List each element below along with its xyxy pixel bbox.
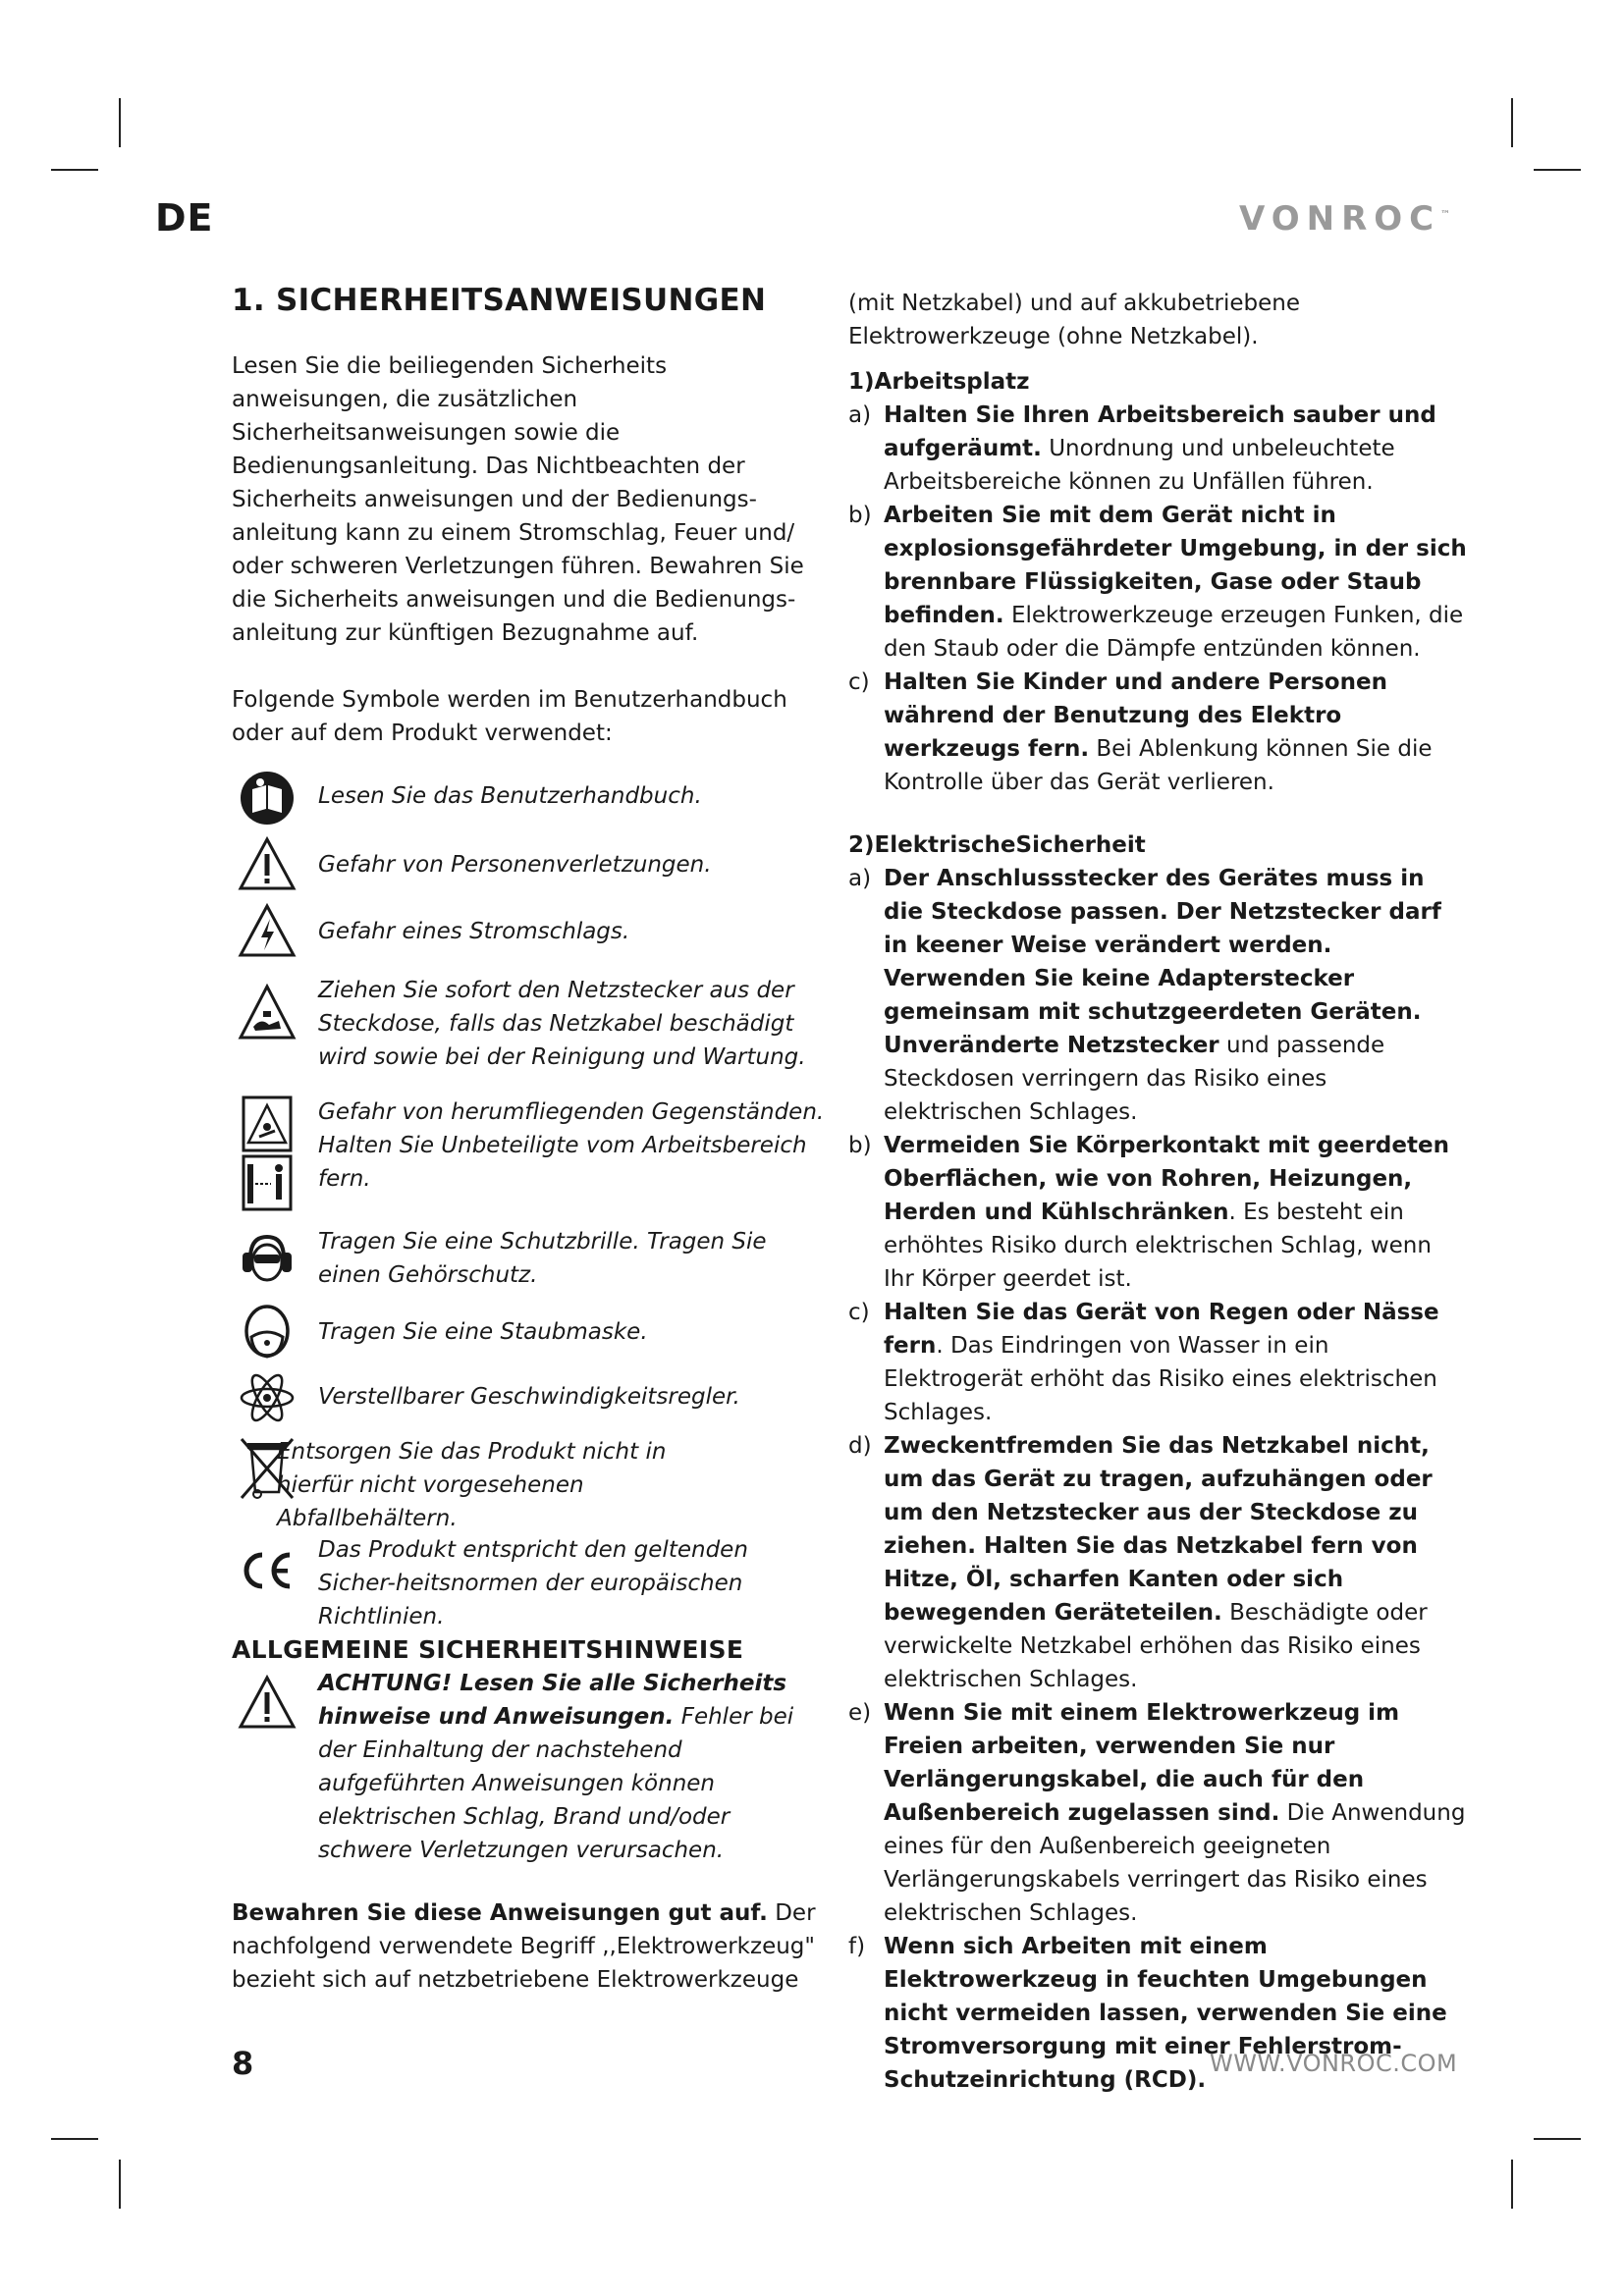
keep-body-text: Der nachfolgend verwendete Begriff ,,Elektrowerkzeug" bezieht sich auf netzbetriebene Elektrowerkzeuge <box>232 1900 816 1993</box>
symbol-row <box>232 1225 831 1300</box>
item-text: Die Anwendung eines für den Außenbereich geeigneten Verlängerungskabels verringert das Risiko eines elektrischen Schlages. <box>884 1800 1466 1926</box>
item-bold: Wenn Sie mit einem Elektrowerkzeug im Freien arbeiten, verwenden Sie nur Verlängerungskabel, die auch für den Außenbereich zugelassen sind. <box>884 1700 1400 1826</box>
unplug-icon <box>238 984 297 1042</box>
symbol-text: Gefahr von herumfliegenden Gegenständen. Halten Sie Unbeteiligte vom Arbeitsbereich fern. <box>318 1099 825 1192</box>
section-title-electrical: 2)ElektrischeSicherheit <box>848 832 1146 858</box>
symbol-row <box>232 1095 831 1217</box>
item-text: Unordnung und unbeleuchtete Arbeitsbereiche können zu Unfällen führen. <box>884 436 1395 495</box>
list-item <box>848 399 1467 499</box>
item-bold: Vermeiden Sie Körperkontakt mit geerdeten Oberflächen, wie von Rohren, Heizungen, Herden und Kühlschränken <box>884 1133 1449 1225</box>
crop-mark <box>51 2138 98 2140</box>
keep-instructions <box>232 1896 831 1997</box>
warning-bold-text: ACHTUNG! Lesen Sie alle Sicherheits hinweise und Anweisungen. <box>318 1671 787 1730</box>
item-text: . Das Eindringen von Wasser in ein Elektrogerät erhöht das Risiko eines elektrischen Schlages. <box>884 1333 1437 1425</box>
item-label: a) <box>848 866 872 891</box>
item-label: c) <box>848 1300 870 1325</box>
brand-name: VONROC <box>1239 199 1441 239</box>
dust-mask-icon <box>242 1304 293 1362</box>
speed-control-icon <box>238 1370 297 1425</box>
manual-icon <box>239 770 296 827</box>
symbol-row <box>232 974 831 1095</box>
item-label: a) <box>848 402 872 428</box>
item-label: c) <box>848 669 870 695</box>
general-warning <box>232 1667 831 1867</box>
item-bold: Wenn sich Arbeiten mit einem Elektrowerkzeug in feuchten Umgebungen nicht vermeiden lassen, verwenden Sie eine Stromversorgung mit einer Fehlerstrom-Schutzeinrichtung (RCD). <box>884 1934 1447 2093</box>
item-text: Elektrowerkzeuge erzeugen Funken, die den Staub oder die Dämpfe entzünden können. <box>884 603 1464 662</box>
symbol-text: Ziehen Sie sofort den Netzstecker aus der Steckdose, falls das Netzkabel beschädigt wird sowie bei der Reinigung und Wartung. <box>318 978 806 1070</box>
symbols-intro: Folgende Symbole werden im Benutzerhandbuch oder auf dem Produkt verwendet: <box>232 687 787 746</box>
symbol-row <box>232 770 831 836</box>
item-bold: Arbeiten Sie mit dem Gerät nicht in explosionsgefährdeter Umgebung, in der sich brennbare Flüssigkeiten, Gase oder Staub befinden. <box>884 503 1467 628</box>
website-url: WWW.VONROC.COM <box>1210 2050 1458 2077</box>
list-item <box>848 666 1467 799</box>
symbol-text: Entsorgen Sie das Produkt nicht in hierfür nicht vorgesehenen Abfallbehältern. <box>277 1439 667 1531</box>
crop-mark <box>51 169 98 171</box>
list-item <box>848 1129 1467 1296</box>
section-title-workplace: 1)Arbeitsplatz <box>848 369 1030 395</box>
page-title: 1. SICHERHEITSANWEISUNGEN <box>232 283 767 318</box>
item-text: . Es besteht ein erhöhtes Risiko durch elektrischen Schlag, wenn Ihr Körper geerdet ist. <box>884 1200 1432 1292</box>
item-text: Bei Ablenkung können Sie die Kontrolle über das Gerät verlieren. <box>884 736 1433 795</box>
list-item <box>848 1296 1467 1429</box>
item-text: Beschädigte oder verwickelte Netzkabel erhöhen das Risiko eines elektrischen Schlages. <box>884 1600 1428 1692</box>
symbol-text: Verstellbarer Geschwindigkeitsregler. <box>318 1384 740 1410</box>
general-safety-heading: ALLGEMEINE SICHERHEITSHINWEISE <box>232 1635 744 1664</box>
item-label: b) <box>848 503 872 528</box>
crop-mark <box>1534 2138 1581 2140</box>
warning-icon <box>238 836 297 891</box>
language-code: DE <box>155 196 214 240</box>
crop-mark <box>119 2160 121 2209</box>
general-warning-text <box>318 1667 831 1867</box>
goggles-earmuffs-icon <box>239 1233 296 1286</box>
electric-shock-icon <box>238 903 297 958</box>
intro-paragraph: Lesen Sie die beiliegenden Sicherheits anweisungen, die zusätzlichen Sicherheitsanweisungen sowie die Bedienungsanleitung. Das Nichtbeachten der Sicherheits anweisungen und der Bedienungs-anleitung kann zu einem Stromschlag, Feuer und/ oder schweren Verletzungen führen. Bewahren Sie die Sicherheits anweisungen und die Bedienungs-anleitung zur künftigen Bezugnahme auf. <box>232 353 804 646</box>
symbol-row <box>232 836 831 903</box>
brand-logo: VONROC™ <box>1239 199 1451 239</box>
list-item <box>848 1429 1467 1696</box>
item-bold: Der Anschlussstecker des Gerätes muss in die Steckdose passen. Der Netzstecker darf in keener Weise verändert werden. Verwenden Sie keine Adapterstecker gemeinsam mit schutzgeerdeten Geräten. Unveränderte Netzstecker <box>884 866 1441 1058</box>
item-label: f) <box>848 1934 866 1959</box>
symbol-text: Das Produkt entspricht den geltenden Sicher-heitsnormen der europäischen Richtlinien. <box>318 1537 748 1629</box>
symbol-text: Gefahr eines Stromschlags. <box>318 919 630 944</box>
item-bold: Halten Sie das Gerät von Regen oder Nässe fern <box>884 1300 1439 1359</box>
continuation-text: (mit Netzkabel) und auf akkubetriebene Elektrowerkzeuge (ohne Netzkabel). <box>848 291 1300 349</box>
symbol-row <box>232 1370 831 1435</box>
symbol-row <box>232 1533 831 1629</box>
crop-mark <box>1534 169 1581 171</box>
crop-mark <box>1511 98 1513 147</box>
crop-mark <box>1511 2160 1513 2209</box>
crop-mark <box>119 98 121 147</box>
ce-mark-icon <box>239 1551 296 1590</box>
page-number: 8 <box>232 2045 254 2082</box>
item-label: d) <box>848 1433 872 1459</box>
left-column <box>232 281 831 1997</box>
symbol-row <box>232 1435 831 1531</box>
item-bold: Zweckentfremden Sie das Netzkabel nicht, um das Gerät zu tragen, aufzuhängen oder um den Netzstecker aus der Steckdose zu ziehen. Halten Sie das Netzkabel fern von Hitze, Öl, scharfen Kanten oder sich bewegenden Geräteteilen. <box>884 1433 1433 1626</box>
symbol-text: Tragen Sie eine Schutzbrille. Tragen Sie einen Gehörschutz. <box>318 1229 767 1288</box>
symbol-text: Lesen Sie das Benutzerhandbuch. <box>318 783 702 809</box>
warning-icon <box>238 1675 297 1730</box>
symbol-text: Tragen Sie eine Staubmaske. <box>318 1319 648 1345</box>
keep-bold-text: Bewahren Sie diese Anweisungen gut auf. <box>232 1900 768 1926</box>
list-item <box>848 499 1467 666</box>
symbol-row <box>232 903 831 970</box>
item-text: und passende Steckdosen verringern das Risiko eines elektrischen Schlages. <box>884 1033 1385 1125</box>
list-item <box>848 1696 1467 1930</box>
symbol-text: Gefahr von Personenverletzungen. <box>318 852 712 878</box>
item-label: e) <box>848 1700 872 1726</box>
item-label: b) <box>848 1133 872 1158</box>
warning-body-text: Fehler bei der Einhaltung der nachstehend aufgeführten Anweisungen können elektrischen Schlag, Brand und/oder schwere Verletzungen verursachen. <box>318 1704 794 1863</box>
flying-objects-icon <box>242 1095 293 1211</box>
item-bold: Halten Sie Kinder und andere Personen während der Benutzung des Elektro werkzeugs fern. <box>884 669 1387 762</box>
symbol-row <box>232 1304 831 1370</box>
right-column <box>848 287 1467 2097</box>
list-item <box>848 862 1467 1129</box>
item-bold: Halten Sie Ihren Arbeitsbereich sauber und aufgeräumt. <box>884 402 1436 461</box>
